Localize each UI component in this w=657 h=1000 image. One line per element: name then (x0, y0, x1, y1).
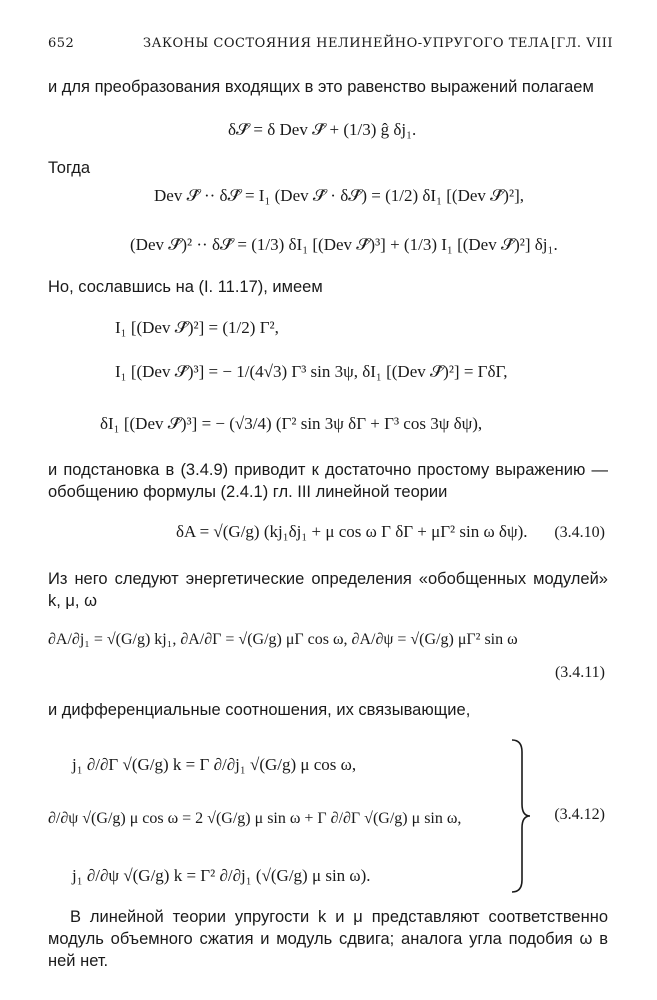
paragraph-togda: Тогда (48, 159, 91, 177)
equation-3-4-11: ∂A/∂j₁ = √(G/g) kj₁, ∂A/∂Γ = √(G/g) μΓ cos ω, ∂A/∂ψ = √(G/g) μΓ² sin ω (48, 631, 518, 648)
equation-i1-b: I₁ [(Dev 𝒮̂)³] = − 1/(4√3) Γ³ sin 3ψ, δI₁ [(Dev 𝒮̂)²] = ΓδΓ, (115, 362, 508, 381)
paragraph-moduli: Из него следуют энергетические определения «обобщенных модулей» k, μ, ω (48, 570, 608, 610)
paragraph-intro: и для преобразования входящих в это равенство выражений полагаем (48, 78, 594, 96)
equation-delta-s: δ𝒮̂ = δ Dev 𝒮̂ + (1/3) ĝ δj₁. (228, 120, 417, 139)
equation-3-4-12-a: j₁ ∂/∂Γ √(G/g) k = Γ ∂/∂j₁ √(G/g) μ cos ω, (72, 755, 357, 774)
equation-i1-a: I₁ [(Dev 𝒮̂)²] = (1/2) Γ², (115, 318, 279, 337)
equation-3-4-12-b: ∂/∂ψ √(G/g) μ cos ω = 2 √(G/g) μ sin ω + Γ ∂/∂Γ √(G/g) μ sin ω, (48, 810, 462, 827)
paragraph-substitution: и подстановка в (3.4.9) приводит к достаточно простому выражению — обобщению формулы (2.4.1) гл. III линейной теории (48, 461, 608, 501)
equation-3-4-12-c: j₁ ∂/∂ψ √(G/g) k = Γ² ∂/∂j₁ (√(G/g) μ sin ω). (72, 866, 371, 885)
running-title: ЗАКОНЫ СОСТОЯНИЯ НЕЛИНЕЙНО-УПРУГОГО ТЕЛА (143, 36, 550, 51)
equation-i1-c: δI₁ [(Dev 𝒮̂)³] = − (√3/4) (Γ² sin 3ψ δΓ + Γ³ cos 3ψ δψ), (100, 414, 483, 433)
paragraph-reference: Но, сославшись на (I. 11.17), имеем (48, 278, 323, 296)
equation-dev-1: Dev 𝒮̂ ·· δ𝒮̂ = I₁ (Dev 𝒮̂ · δ𝒮̂) = (1/2) δI₁ [(Dev 𝒮̂)²], (154, 186, 524, 205)
equation-number-3-4-11: (3.4.11) (554, 664, 605, 681)
paragraph-linear-theory: В линейной теории упругости k и μ представляют соответственно модуль объемного сжатия и модуль сдвига; аналога угла подобия ω в ней нет. (48, 908, 608, 970)
equation-dev-2: (Dev 𝒮̂)² ·· δ𝒮̂ = (1/3) δI₁ [(Dev 𝒮̂)³] + (1/3) I₁ [(Dev 𝒮̂)²] δj₁. (130, 235, 558, 254)
equation-number-3-4-12: (3.4.12) (554, 806, 605, 823)
equation-number-3-4-10: (3.4.10) (554, 524, 605, 541)
equation-3-4-10: δA = √(G/g) (kj₁δj₁ + μ cos ω Γ δΓ + μΓ² sin ω δψ). (176, 522, 528, 541)
chapter-label: [ГЛ. VIII (550, 36, 613, 51)
page-number: 652 (48, 36, 75, 51)
paragraph-differential: и дифференциальные соотношения, их связывающие, (48, 701, 471, 719)
right-brace (508, 738, 532, 894)
